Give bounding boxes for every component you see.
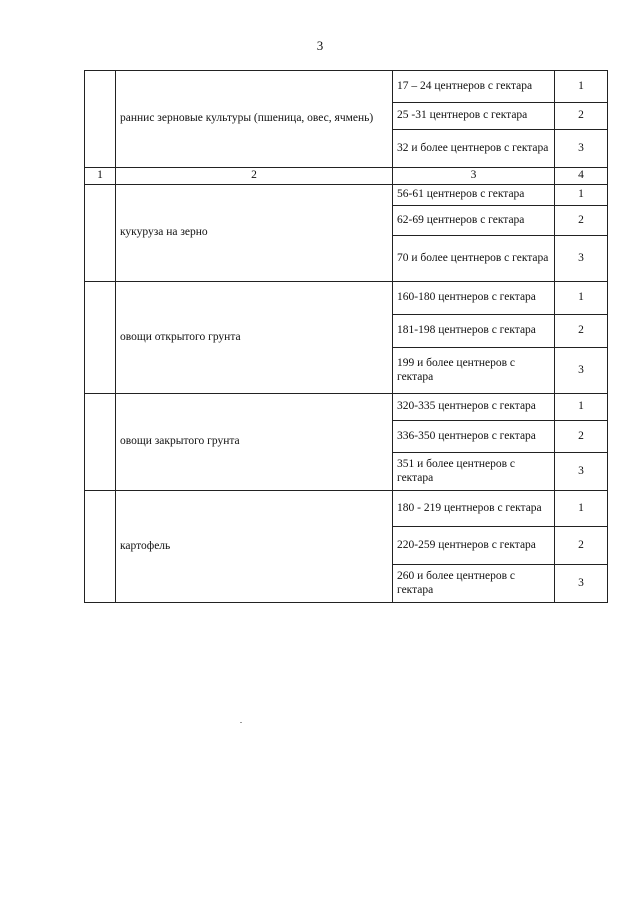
- crop-name-cell: картофель: [116, 491, 393, 603]
- crop-name-cell: раннис зерновые культуры (пшеница, овес, ячмень): [116, 71, 393, 168]
- score-cell: 3: [555, 130, 608, 168]
- column-number-cell: 2: [116, 168, 393, 185]
- score-cell: 3: [555, 236, 608, 282]
- yield-range-cell: 17 – 24 центнеров с гектара: [393, 71, 555, 103]
- score-cell: 3: [555, 348, 608, 394]
- yield-table-body: [85, 71, 608, 603]
- yield-range-cell: 336-350 центнеров с гектара: [393, 421, 555, 453]
- yield-range-cell: 160-180 центнеров с гектара: [393, 282, 555, 315]
- yield-range-cell: 62-69 центнеров с гектара: [393, 206, 555, 236]
- score-cell: 2: [555, 421, 608, 453]
- score-cell: 2: [555, 315, 608, 348]
- column-number-cell: 4: [555, 168, 608, 185]
- score-cell: 1: [555, 491, 608, 527]
- table-row: [85, 71, 608, 103]
- table-row: [85, 185, 608, 206]
- score-cell: 1: [555, 282, 608, 315]
- number-cell: [85, 491, 116, 603]
- table-row: [85, 282, 608, 315]
- score-cell: 2: [555, 206, 608, 236]
- page-number: 3: [316, 38, 324, 53]
- table-row: [85, 394, 608, 421]
- column-number-row: [85, 168, 608, 185]
- table-row: [85, 491, 608, 527]
- yield-range-cell: 56-61 центнеров с гектара: [393, 185, 555, 206]
- column-number-cell: 1: [85, 168, 116, 185]
- yield-range-cell: 260 и более центнеров с гектара: [393, 565, 555, 603]
- score-cell: 1: [555, 185, 608, 206]
- yield-range-cell: 320-335 центнеров с гектара: [393, 394, 555, 421]
- score-cell: 3: [555, 453, 608, 491]
- yield-range-cell: 32 и более центнеров с гектара: [393, 130, 555, 168]
- number-cell: [85, 394, 116, 491]
- crop-name-cell: овощи открытого грунта: [116, 282, 393, 394]
- yield-range-cell: 220-259 центнеров с гектара: [393, 527, 555, 565]
- yield-range-cell: 181-198 центнеров с гектара: [393, 315, 555, 348]
- yield-range-cell: 199 и более центнеров с гектара: [393, 348, 555, 394]
- score-cell: 3: [555, 565, 608, 603]
- column-number-cell: 3: [393, 168, 555, 185]
- yield-range-cell: 180 - 219 центнеров с гектара: [393, 491, 555, 527]
- score-cell: 2: [555, 527, 608, 565]
- number-cell: [85, 71, 116, 168]
- score-cell: 1: [555, 394, 608, 421]
- yield-range-cell: 351 и более центнеров с гектара: [393, 453, 555, 491]
- crop-name-cell: овощи закрытого грунта: [116, 394, 393, 491]
- crop-name-cell: кукуруза на зерно: [116, 185, 393, 282]
- yield-table: [84, 70, 608, 603]
- scan-artifact: [240, 722, 242, 723]
- score-cell: 1: [555, 71, 608, 103]
- yield-range-cell: 70 и более центнеров с гектара: [393, 236, 555, 282]
- score-cell: 2: [555, 103, 608, 130]
- number-cell: [85, 185, 116, 282]
- number-cell: [85, 282, 116, 394]
- yield-range-cell: 25 -31 центнеров с гектара: [393, 103, 555, 130]
